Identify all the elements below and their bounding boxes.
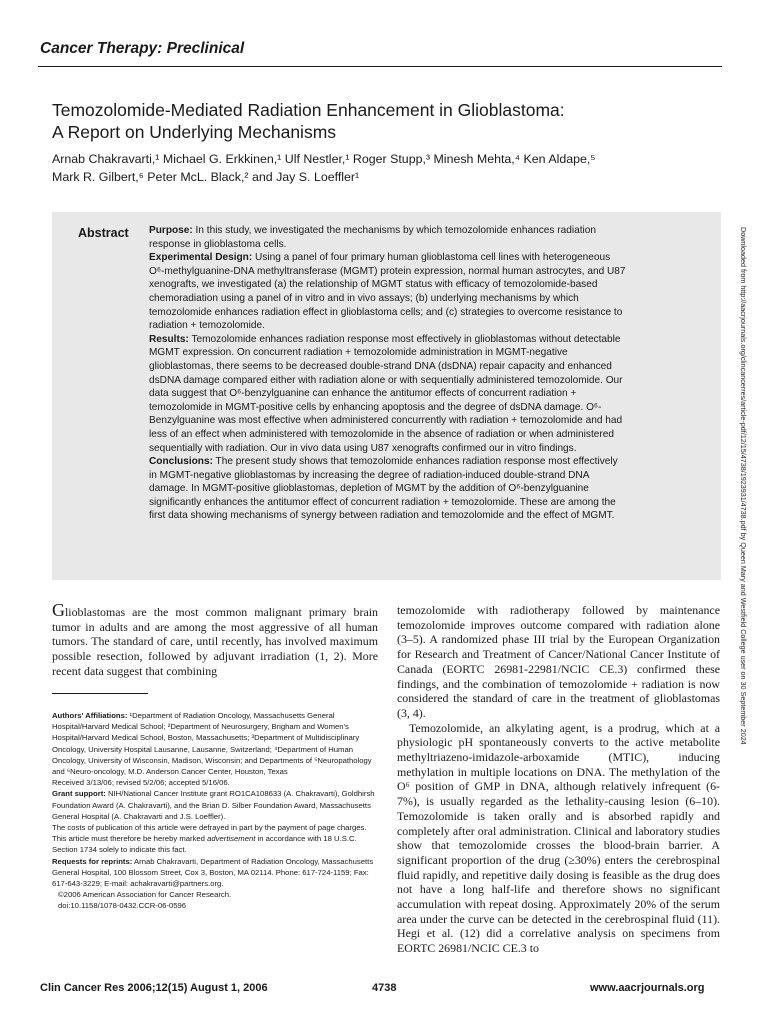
doi-note: doi:10.1158/1078-0432.CCR-06-0596	[58, 901, 187, 911]
abstract-design	[149, 251, 626, 333]
purpose-heading: Purpose:	[149, 225, 193, 236]
section-label: Cancer Therapy: Preclinical	[40, 40, 245, 57]
design-text: Using a panel of four primary human glioblastoma cell lines with heterogeneous O⁶-methylguanine-DNA methyltransferase (MGMT) protein expression, normal human astrocytes, and U87 xenografts, we investigated (a) the relationship of MGMT status with efficacy of temozolomide-based chemoradiation using a panel of in vitro and in vivo assays; (b) underlying mechanisms by which temozolomide enhances radiation effect in glioblastoma cells; and (c) strategies to overcome resistance to radiation + temozolomide.	[149, 252, 626, 332]
intro-text: lioblastomas are the most common malignant primary brain tumor in adults and are among the most aggressive of all human tumors. The standard of care, until recently, has involved maximum possible resection, followed by adjuvant irradiation (1, 2). More recent data suggest that combining	[52, 605, 378, 678]
reprints-note	[52, 856, 378, 890]
conclusions-text: The present study shows that temozolomide enhances radiation response most effectively in MGMT-negative glioblastomas by increasing the degree of radiation-induced double-strand DNA damage. In MGMT-positive glioblastomas, depletion of MGMT by the addition of O⁶-benzylguanine significantly enhances the antitumor effect of concurrent radiation + temozolomide. These are among the first data showing mechanisms of synergy between radiation and temozolomide and the effect of MGMT.	[149, 456, 618, 522]
costs-text-2: in accordance with 18 U.S.C. Section 1734 solely to indicate this fact.	[52, 834, 357, 855]
abstract-label: Abstract	[78, 226, 129, 240]
body-right-column	[397, 603, 720, 956]
page-number: 4738	[372, 982, 397, 994]
authors-line-2: Mark R. Gilbert,⁶ Peter McL. Black,² and Jay S. Loeffler¹	[52, 170, 360, 184]
affiliations-text: ¹Department of Radiation Oncology, Massachusetts General Hospital/Harvard Medical School; ²Department of Neurosurgery, Brigham and Women's Hospital/Harvard Medical School, Boston, Massachusetts; ³Department of Multidisciplinary Oncology, University Hospital Lausanne, Lausanne, Switzerland; ⁴Department of Human Oncology, University of Wisconsin, Madison, Wisconsin; and Departments of ⁵Neuropathology and ⁶Neuro-oncology, M.D. Anderson Cancer Center, Houston, Texas	[52, 711, 372, 777]
design-heading: Experimental Design:	[149, 252, 253, 264]
footer-website: www.aacrjournals.org	[590, 982, 705, 994]
article-title	[52, 99, 712, 143]
body-left-column	[52, 600, 378, 679]
footer-citation: Clin Cancer Res 2006;12(15) August 1, 2006	[40, 982, 268, 994]
copyright-note: ©2006 American Association for Cancer Research.	[58, 890, 232, 900]
costs-advertisement: advertisement	[207, 834, 256, 844]
grant-note	[52, 788, 378, 822]
title-line-2: A Report on Underlying Mechanisms	[52, 122, 337, 142]
download-note: Downloaded from http://aacrjournals.org/clincancerres/article-pdf/12/15/4738/1923931/4738.pdf by Queen Mary and Westfield College user on 30 September 2024	[739, 227, 748, 745]
authors-line-1: Arnab Chakravarti,¹ Michael G. Erkkinen,¹ Ulf Nestler,¹ Roger Stupp,³ Minesh Mehta,⁴ Ken Aldape,⁵	[52, 152, 596, 166]
results-heading: Results:	[149, 333, 189, 345]
affiliations-note	[52, 710, 378, 777]
title-line-1: Temozolomide-Mediated Radiation Enhancement in Glioblastoma:	[52, 100, 565, 120]
grant-heading: Grant support:	[52, 789, 106, 799]
grant-text: NIH/National Cancer Institute grant RO1CA108633 (A. Chakravarti), Goldhirsh Foundation Award (A. Chakravarti), and the Brian D. Silber Foundation Award, Massachusetts General Hospital (A. Chakravarti and J.S. Loeffler).	[52, 789, 375, 821]
drop-cap: G	[52, 600, 65, 620]
purpose-text: In this study, we investigated the mechanisms by which temozolomide enhances radiation response in glioblastoma cells.	[149, 225, 596, 250]
intro-paragraph	[52, 600, 378, 679]
abstract-results	[149, 333, 626, 455]
paragraph-1: temozolomide with radiotherapy followed by maintenance temozolomide improves outcome compared with radiation alone (3–5). A randomized phase III trial by the European Organization for Research and Treatment of Cancer/National Cancer Institute of Canada (EORTC 26981-22981/NCIC CE.3) confirmed these findings, and the combination of temozolomide + radiation is now considered the standard of care in the treatment of glioblastomas (3, 4).	[397, 603, 720, 720]
abstract-purpose	[149, 224, 626, 251]
paragraph-2: Temozolomide, an alkylating agent, is a prodrug, which at a physiologic pH spontaneously converts to the active metabolite methyltriazeno-imidazole-arboxamide (MTIC), inducing methylation in multiple locations on DNA. The methylation of the O⁶ position of GMP in DNA, although relatively infrequent (6-7%), is usually regarded as the lethality-causing lesion (6–10). Temozolomide is taken orally and is absorbed rapidly and completely after oral administration. Clinical and laboratory studies show that temozolomide crosses the blood-brain barrier. A significant proportion of the drug (≥30%) enters the cerebrospinal fluid rapidly, and repetitive daily dosing is feasible as the drug does not have a long half-life and therefore shows no significant accumulation with repeat dosing. Approximately 20% of the serum area under the curve can be detected in the cerebrospinal fluid (11). Hegi et al. (12) did a correlative analysis on specimens from EORTC 26981/NCIC CE.3 to	[397, 720, 720, 956]
conclusions-heading: Conclusions:	[149, 456, 213, 468]
costs-text-1: The costs of publication of this article were defrayed in part by the payment of page charges. This article must therefore be hereby marked	[52, 823, 367, 844]
abstract-conclusions	[149, 455, 626, 523]
footnote-rule	[52, 693, 148, 694]
affiliations-heading: Authors' Affiliations:	[52, 711, 128, 720]
reprints-text: Arnab Chakravarti, Department of Radiation Oncology, Massachusetts General Hospital, 100 Blossom Street, Cox 3, Boston, MA 02114. Phone: 617-724-1159; Fax: 617-643-3229; E-mail: achakravarti@partners.org.	[52, 856, 374, 889]
abstract-text	[149, 224, 626, 523]
results-text: Temozolomide enhances radiation response most effectively in glioblastomas without detectable MGMT expression. On concurrent radiation + temozolomide administration in MGMT-negative glioblastomas, there seems to be decreased double-strand DNA (dsDNA) repair capacity and enhanced dsDNA damage compared either with radiation alone or with sequentially administered temozolomide. Our data suggest that O⁶-benzylguanine can enhance the antitumor effects of concurrent radiation + temozolomide in MGMT-positive cells by enhancing apoptosis and the degree of dsDNA damage. O⁶-Benzylguanine was most effective when administered concurrently with radiation + temozolomide and had less of an effect when administered with temozolomide in the absence of radiation or when administered sequentially with radiation. Our in vivo data using U87 xenografts confirmed our in vitro findings.	[149, 333, 623, 454]
top-rule	[38, 66, 722, 67]
reprints-heading: Requests for reprints:	[52, 856, 133, 866]
footnotes	[52, 710, 378, 912]
received-note: Received 3/13/06; revised 5/2/06; accepted 5/16/06.	[52, 778, 230, 788]
costs-note	[52, 822, 378, 856]
author-list	[52, 150, 712, 186]
